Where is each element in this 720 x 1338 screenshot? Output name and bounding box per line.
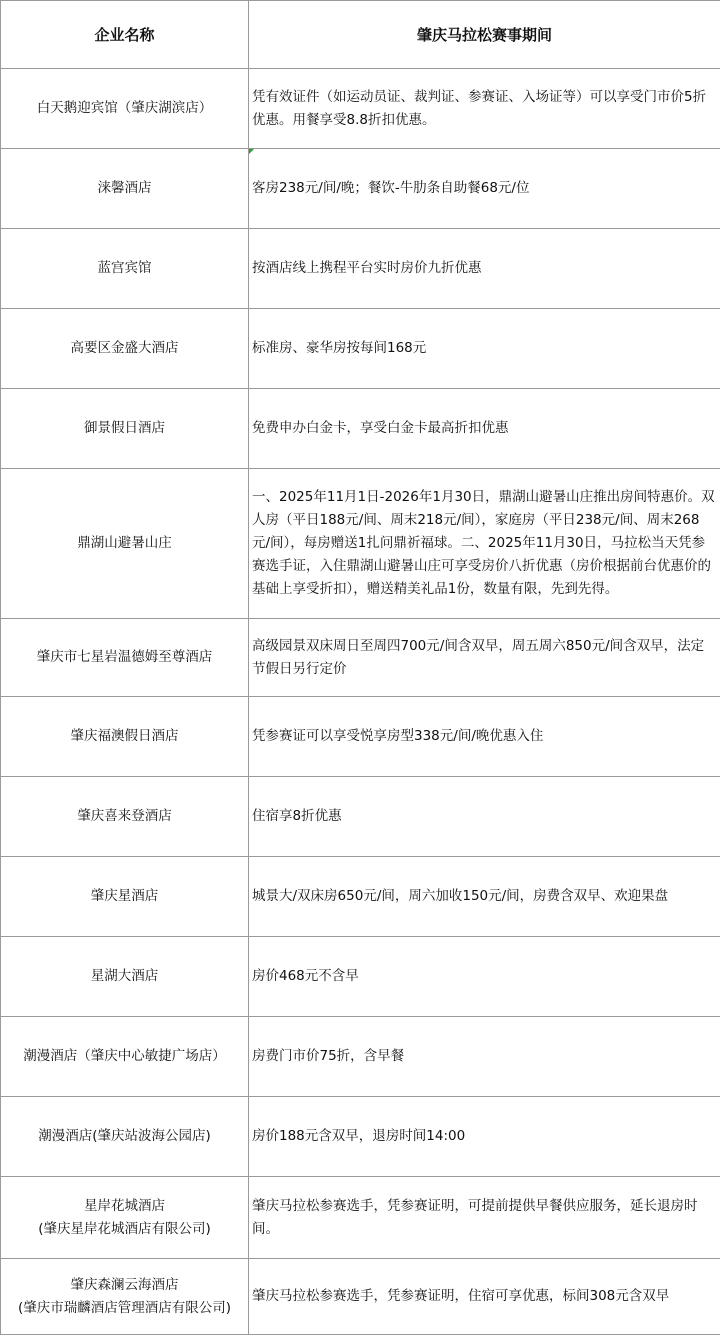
table-row [1, 1177, 720, 1259]
offer-cell [249, 149, 720, 229]
company-name-cell: 潮漫酒店（肇庆中心敏捷广场店） [1, 1017, 249, 1097]
company-name-cell: 肇庆喜来登酒店 [1, 777, 249, 857]
company-name-header: 企业名称 [1, 1, 249, 69]
cell-comment-marker [249, 149, 254, 154]
table-row [1, 937, 720, 1017]
table-row [1, 309, 720, 389]
company-name-cell: 白天鹅迎宾馆（肇庆湖滨店） [1, 69, 249, 149]
company-name-cell: 肇庆福澳假日酒店 [1, 697, 249, 777]
table-row [1, 389, 720, 469]
company-name-cell: 潮漫酒店(肇庆站波海公园店) [1, 1097, 249, 1177]
table-row [1, 619, 720, 697]
offer-cell: 住宿享8折优惠 [249, 777, 720, 857]
table-row [1, 229, 720, 309]
company-name-cell: 星岸花城酒店 (肇庆星岸花城酒店有限公司) [1, 1177, 249, 1259]
table-row [1, 857, 720, 937]
offer-cell: 城景大/双床房650元/间，周六加收150元/间，房费含双早、欢迎果盘 [249, 857, 720, 937]
company-name-cell: 肇庆市七星岩温德姆至尊酒店 [1, 619, 249, 697]
marathon-offer-header: 肇庆马拉松赛事期间 [249, 1, 720, 69]
offer-cell: 标准房、豪华房按每间168元 [249, 309, 720, 389]
company-name-cell: 蓝宫宾馆 [1, 229, 249, 309]
table-row [1, 1097, 720, 1177]
company-name-cell: 鼎湖山避暑山庄 [1, 469, 249, 619]
table-row [1, 469, 720, 619]
company-name-cell: 星湖大酒店 [1, 937, 249, 1017]
offer-cell: 凭参赛证可以享受悦享房型338元/间/晚优惠入住 [249, 697, 720, 777]
table-row [1, 1017, 720, 1097]
offer-cell: 房价468元不含早 [249, 937, 720, 1017]
offer-cell: 肇庆马拉松参赛选手，凭参赛证明，住宿可享优惠，标间308元含双早 [249, 1259, 720, 1335]
table-row [1, 777, 720, 857]
offer-cell: 免费申办白金卡，享受白金卡最高折扣优惠 [249, 389, 720, 469]
offer-cell: 房价188元含双早，退房时间14:00 [249, 1097, 720, 1177]
offer-text: 客房238元/间/晚；餐饮-牛肋条自助餐68元/位 [252, 180, 530, 196]
table-row [1, 697, 720, 777]
offer-cell: 凭有效证件（如运动员证、裁判证、参赛证、入场证等）可以享受门市价5折优惠。用餐享受8.8折扣优惠。 [249, 69, 720, 149]
offer-cell: 肇庆马拉松参赛选手，凭参赛证明，可提前提供早餐供应服务，延长退房时间。 [249, 1177, 720, 1259]
offer-cell: 一、2025年11月1日-2026年1月30日，鼎湖山避暑山庄推出房间特惠价。双人房（平日188元/间、周末218元/间），家庭房（平日238元/间、周末268元/间），每房赠送1扎问鼎祈福球。二、2025年11月30日，马拉松当天凭参赛选手证，入住鼎湖山避暑山庄可享受房价八折优惠（房价根据前台优惠价的基础上享受折扣），赠送精美礼品1份，数量有限，先到先得。 [249, 469, 720, 619]
table-row [1, 149, 720, 229]
company-name-cell: 肇庆星酒店 [1, 857, 249, 937]
offer-cell: 按酒店线上携程平台实时房价九折优惠 [249, 229, 720, 309]
table-row [1, 69, 720, 149]
offer-cell: 房费门市价75折，含早餐 [249, 1017, 720, 1097]
company-name-cell: 肇庆森澜云海酒店 (肇庆市瑞麟酒店管理酒店有限公司) [1, 1259, 249, 1335]
table-row [1, 1259, 720, 1335]
company-name-cell: 高要区金盛大酒店 [1, 309, 249, 389]
company-name-cell: 御景假日酒店 [1, 389, 249, 469]
company-name-cell: 涞馨酒店 [1, 149, 249, 229]
table-header-row [1, 1, 720, 69]
offer-cell: 高级园景双床周日至周四700元/间含双早，周五周六850元/间含双早，法定节假日另行定价 [249, 619, 720, 697]
